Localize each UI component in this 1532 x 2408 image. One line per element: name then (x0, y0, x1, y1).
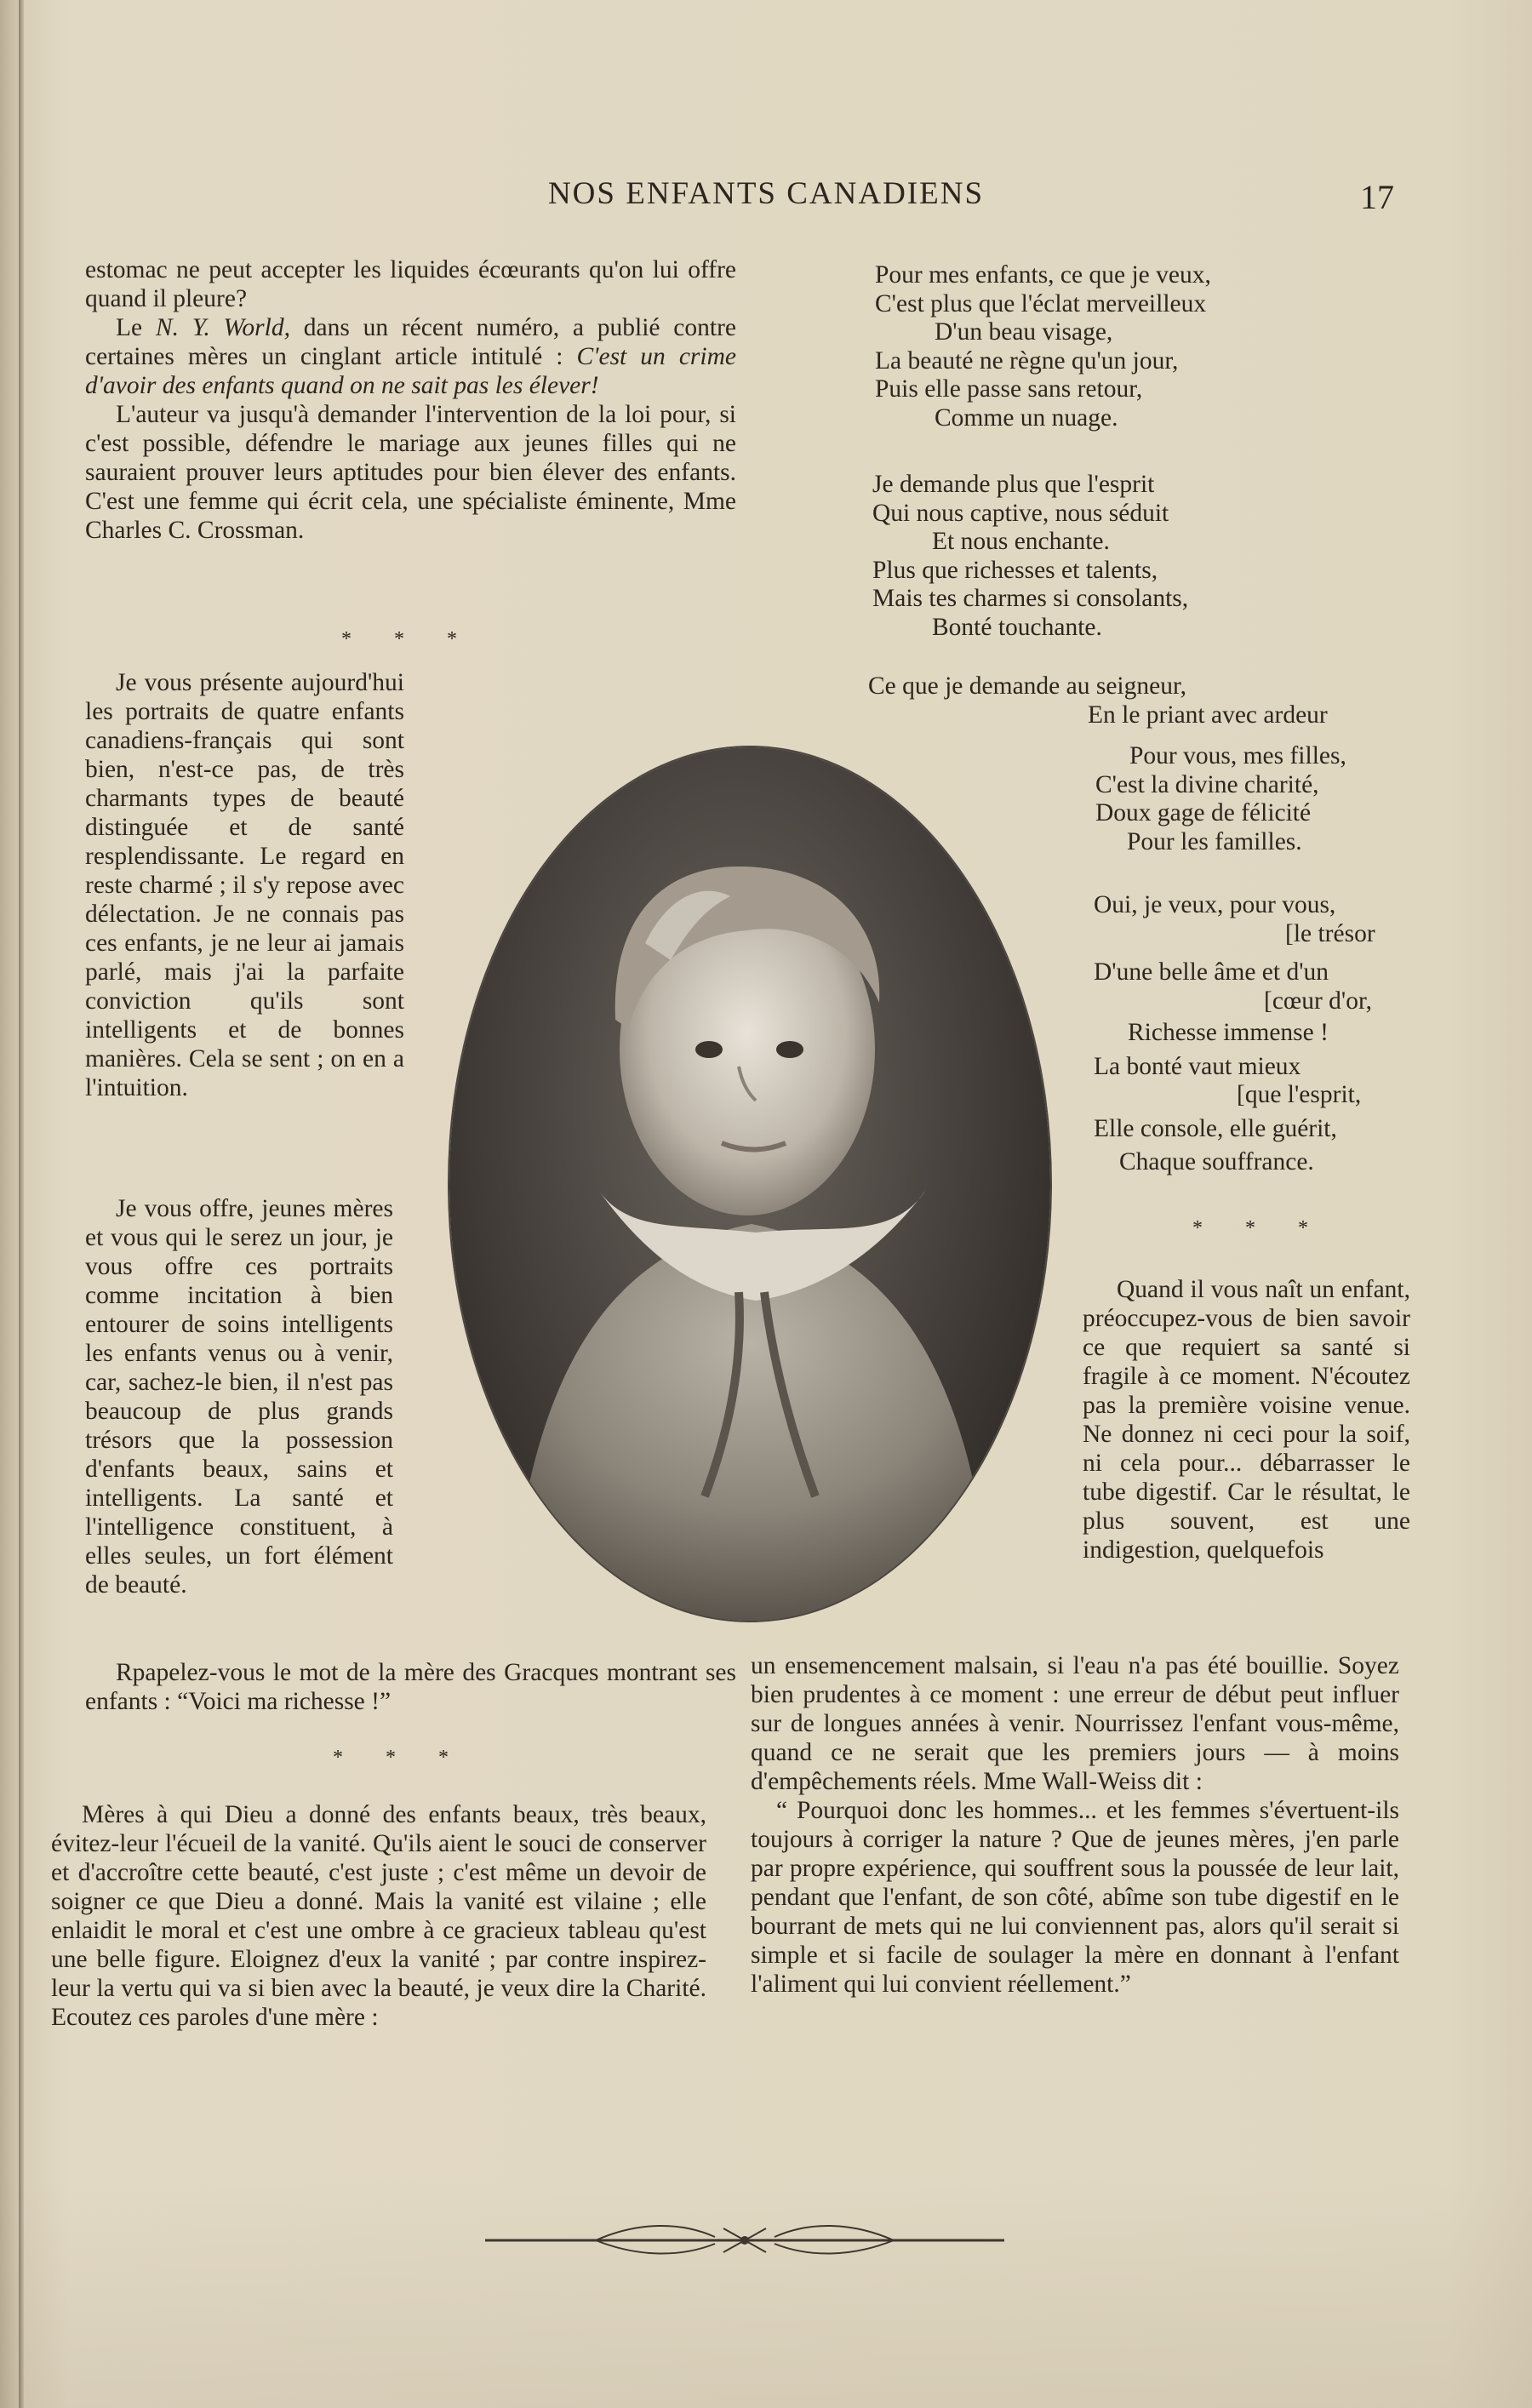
paragraph: “ Pourquoi donc les hommes... et les femmes s'évertuent-ils toujours à corriger la nature ? Que de jeunes mères, j'en parle par propre expérience, qui souffrent sous la poussée de leur lait, pendant que l'enfant, de son côté, abîme son tube digestif en le bourrant de mets qui ne lui conviennent pas, alors qu'il serait si simple et si facile de soulager la mère en donnant à l'enfant l'aliment qui lui convient réellement.” (751, 1797, 1399, 1998)
paragraph-text: Je vous présente aujourd'hui les portraits de quatre enfants canadiens-français qui sont bien, n'est-ce pas, de très charmants types de beauté distinguée et de santé resplendissante. Le regard en reste charmé ; il s'y repose avec délectation. Je ne connais pas ces enfants, je ne leur ai jamais parlé, mais j'ai la parfaite conviction qu'ils sont intelligents et de bonnes manières. Cela se sent ; on en a l'intuition. (85, 669, 404, 1101)
poem-line: Ce que je demande au seigneur, (868, 672, 1186, 700)
poem-line: Richesse immense ! (1128, 1019, 1329, 1046)
paragraph: Le N. Y. World, dans un récent numéro, a publié contre certaines mères un cinglant article intitulé : C'est un crime d'avoir des enfants quand on ne sait pas les élever! (85, 314, 736, 399)
poem-line: [le trésor (1285, 919, 1375, 947)
page-gutter (19, 0, 24, 2408)
left-column-middle-2 (85, 1194, 393, 1599)
poem-line: La beauté ne règne qu'un jour, (875, 346, 1179, 375)
poem-line: Chaque souffrance. (1119, 1148, 1314, 1175)
poem-line: Qui nous captive, nous séduit (872, 499, 1169, 527)
poem-line: La bonté vaut mieux (1094, 1052, 1301, 1080)
poem-line: [que l'esprit, (1237, 1081, 1362, 1108)
poem-line: D'un beau visage, (935, 318, 1113, 346)
section-divider-stars: * * * (1192, 1217, 1327, 1239)
poem-line: Plus que richesses et talents, (872, 556, 1158, 584)
poem-line: En le priant avec ardeur (1088, 701, 1328, 729)
poem-line: Bonté touchante. (932, 613, 1102, 641)
paragraph: Mères à qui Dieu a donné des enfants beaux, très beaux, évitez-leur l'écueil de la vanité. Qu'ils aient le souci de conserver et d'accroître cette beauté, c'est juste ; c'est même un devoir de soigner ce que Dieu a donné. Mais la vanité est vilaine ; elle enlaidit le moral et c'est une ombre à ce gracieux tableau qu'est une belle figure. Eloignez d'eux la vanité ; par contre inspirez-leur la vertu qui va si bien avec la beauté, je veux dire la Charité. Ecoutez ces paroles d'une mère : (51, 1801, 706, 2031)
paragraph: Quand il vous naît un enfant, préoccupez-vous de bien savoir ce que requiert sa santé si fragile à ce moment. N'écoutez pas la première voisine venue. Ne donnez ni ceci pour la soif, ni cela pour... débarrasser le tube digestif. Car le résultat, le plus souvent, est une indigestion, quelquefois (1083, 1276, 1410, 1564)
paragraph: Je vous offre, jeunes mères et vous qui le serez un jour, je vous offre ces portraits comme incitation à bien entourer de soins intelligents les enfants venus ou à venir, car, sachez-le bien, il n'est pas beaucoup de plus grands trésors que la possession d'enfants beaux, sains et intelligents. La santé et l'intelligence constituent, à elles seules, un fort élément de beauté. (85, 1195, 393, 1599)
poem-line: Puis elle passe sans retour, (875, 375, 1143, 403)
right-column-bottom (751, 1651, 1399, 1999)
paragraph: un ensemencement malsain, si l'eau n'a pas été bouillie. Soyez bien prudentes à ce moment : une erreur de début peut influer sur de longues années à venir. Nourrissez l'enfant vous-même, quand ce ne serait que les premiers jours — à moins d'empêchements réels. Mme Wall-Weiss dit : (751, 1652, 1399, 1795)
poem-line: C'est la divine charité, (1095, 770, 1319, 798)
poem-line: Et nous enchante. (932, 528, 1110, 555)
poem-line: Je demande plus que l'esprit (872, 471, 1155, 498)
poem-line: Oui, je veux, pour vous, (1094, 891, 1336, 918)
left-column-top (85, 255, 736, 545)
poem-stanza-3 (868, 672, 1328, 729)
poem-line: Elle console, elle guérit, (1094, 1114, 1337, 1142)
paper-shading (0, 2179, 1532, 2408)
poem-line: Pour vous, mes filles, (1129, 742, 1346, 769)
child-portrait-photo (449, 747, 1050, 1621)
poem-stanza-4 (1094, 891, 1375, 1177)
poem-line: D'une belle âme et d'un (1094, 958, 1329, 986)
portrait-illustration (449, 747, 1050, 1621)
poem-line: Pour les familles. (1127, 827, 1302, 855)
running-header: NOS ENFANTS CANADIENS (547, 176, 985, 211)
poem-line: Doux gage de félicité (1095, 799, 1312, 826)
poem-line: Comme un nuage. (935, 403, 1118, 432)
paragraph: L'auteur va jusqu'à demander l'intervention de la loi pour, si c'est possible, défendre le mariage aux jeunes filles qui ne sauraient prouver leurs aptitudes pour bien élever des enfants. C'est une femme qui écrit cela, une spécialiste éminente, Mme Charles C. Crossman. (85, 401, 736, 544)
poem-line: Pour mes enfants, ce que je veux, (875, 261, 1211, 289)
poem-line: C'est plus que l'éclat merveilleux (875, 289, 1207, 317)
section-divider-stars: * * * (341, 628, 476, 650)
paragraph: Rpapelez-vous le mot de la mère des Gracques montrant ses enfants : “Voici ma richesse !” (85, 1659, 736, 1715)
paragraph: estomac ne peut accepter les liquides écœurants qu'on lui offre quand il pleure? (85, 256, 736, 312)
page-number: 17 (1360, 178, 1394, 216)
poem-stanza-2 (872, 471, 1188, 642)
poem-stanza-1 (875, 261, 1211, 432)
section-divider-stars: * * * (333, 1747, 467, 1769)
poem-line: [cœur d'or, (1264, 987, 1373, 1015)
right-column-prose (1083, 1275, 1410, 1564)
left-column-middle-3 (85, 1658, 736, 1716)
poem-line: Mais tes charmes si consolants, (872, 585, 1189, 612)
poem-stanza-3-cont (1095, 742, 1346, 856)
left-column-bottom (51, 1800, 706, 2032)
